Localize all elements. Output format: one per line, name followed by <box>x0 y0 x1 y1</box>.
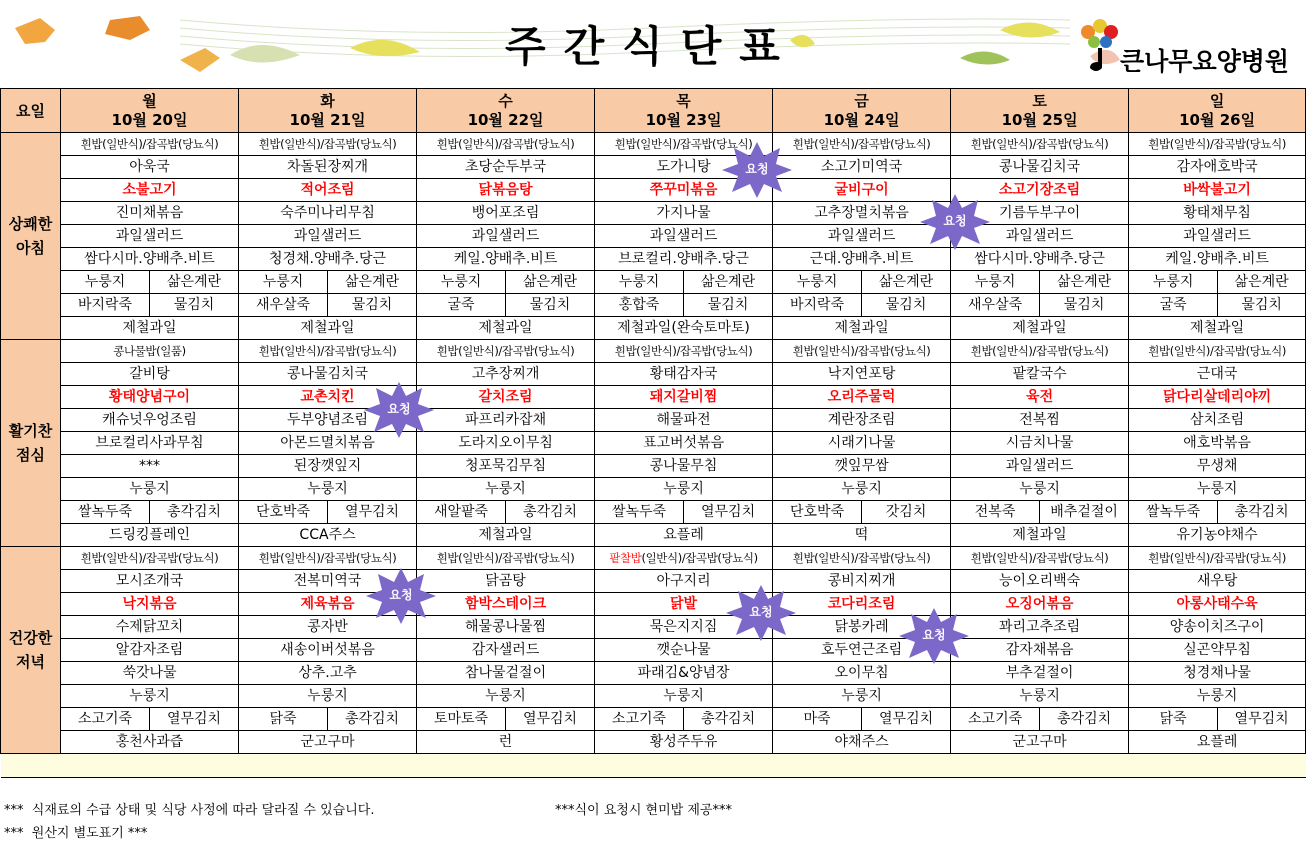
dish-cell: 초당순두부국 <box>417 156 595 179</box>
footer-note-brown-rice: ***식이 요청시 현미밥 제공*** <box>555 803 732 818</box>
dessert-row <box>1 731 1306 754</box>
nurungji-cell: 누룽지 <box>1129 478 1306 501</box>
dish-cell: 오이무침 <box>773 662 951 685</box>
request-badge: 요청 <box>720 140 794 200</box>
dish-cell: 감자애호박국 <box>1129 156 1306 179</box>
porridge-cell: 단호박죽 <box>239 501 328 524</box>
weekly-menu-table <box>0 88 1306 778</box>
dish-cell: 청경채나물 <box>1129 662 1306 685</box>
dish-cell: 바싹불고기 <box>1129 179 1306 202</box>
dessert-cell: 요플레 <box>1129 731 1306 754</box>
dish-cell: 쌈다시마.양배추.당근 <box>951 248 1129 271</box>
dish-cell: 콩나물무침 <box>595 455 773 478</box>
dish-cell: 청포묵김무침 <box>417 455 595 478</box>
day-name: 일 <box>1209 91 1225 110</box>
dish-cell: 황태양념구이 <box>61 386 239 409</box>
day-date: 10월 26일 <box>1179 110 1256 129</box>
kimchi-cell: 물김치 <box>1218 294 1306 317</box>
kimchi-cell: 총각김치 <box>1218 501 1306 524</box>
nurungji-cell: 누룽지 <box>239 271 328 294</box>
nurungji-cell: 누룽지 <box>1129 685 1306 708</box>
nurungji-cell: 누룽지 <box>1129 271 1218 294</box>
dish-cell: 과일샐러드 <box>417 225 595 248</box>
dish-cell: 닭봉카레 <box>773 616 951 639</box>
porridge-row <box>1 501 1306 524</box>
porridge-cell: 새우살죽 <box>951 294 1040 317</box>
dish-row <box>1 639 1306 662</box>
dish-cell: 브로컬리.양배추.당근 <box>595 248 773 271</box>
dish-cell: 닭다리살데리야끼 <box>1129 386 1306 409</box>
rice-cell: 흰밥(일반식)/잡곡밥(당뇨식) <box>773 133 951 156</box>
dish-cell: 도라지오이무침 <box>417 432 595 455</box>
day-header-row <box>1 89 1306 133</box>
dish-cell: 부추겉절이 <box>951 662 1129 685</box>
dish-cell: 감자샐러드 <box>417 639 595 662</box>
dish-cell: 굴비구이 <box>773 179 951 202</box>
meal-label-line1: 활기찬 <box>8 422 53 440</box>
dessert-cell: 홍천사과즙 <box>61 731 239 754</box>
rice-cell: 흰밥(일반식)/잡곡밥(당뇨식) <box>773 340 951 363</box>
footer-note-ingredients: *** 식재료의 수급 상태 및 식당 사정에 따라 달라질 수 있습니다. <box>4 803 375 818</box>
dish-cell: 갈비탕 <box>61 363 239 386</box>
dish-row <box>1 156 1306 179</box>
dish-cell: 케일.양배추.비트 <box>1129 248 1306 271</box>
dish-cell: 오리주물럭 <box>773 386 951 409</box>
day-name: 화 <box>320 91 335 110</box>
dish-cell: 근대.양배추.비트 <box>773 248 951 271</box>
dish-cell: 양송이치즈구이 <box>1129 616 1306 639</box>
dish-cell: 수제닭꼬치 <box>61 616 239 639</box>
dish-cell: 감자채볶음 <box>951 639 1129 662</box>
dish-row <box>1 179 1306 202</box>
dish-cell: 숙주미나리무침 <box>239 202 417 225</box>
dessert-cell: 떡 <box>773 524 951 547</box>
dessert-cell: 제철과일 <box>951 317 1129 340</box>
nurungji-row <box>1 685 1306 708</box>
dish-cell: 교촌치킨 <box>239 386 417 409</box>
dish-cell: 표고버섯볶음 <box>595 432 773 455</box>
dish-cell: 참나물겉절이 <box>417 662 595 685</box>
rice-cell: 흰밥(일반식)/잡곡밥(당뇨식) <box>951 133 1129 156</box>
dish-cell: 묵은지지짐 <box>595 616 773 639</box>
day-date: 10월 21일 <box>289 110 366 129</box>
nurungji-cell: 누룽지 <box>951 685 1129 708</box>
porridge-cell: 소고기죽 <box>951 708 1040 731</box>
egg-cell: 삶은계란 <box>150 271 239 294</box>
dish-cell: 청경채.양배추.당근 <box>239 248 417 271</box>
dessert-cell: 황성주두유 <box>595 731 773 754</box>
dish-cell: 브로컬리사과무침 <box>61 432 239 455</box>
kimchi-cell: 열무김치 <box>150 708 239 731</box>
dish-row <box>1 593 1306 616</box>
dish-cell: 전복미역국 <box>239 570 417 593</box>
dish-cell: 계란장조림 <box>773 409 951 432</box>
dish-cell: 아욱국 <box>61 156 239 179</box>
dessert-cell: 드링킹플레인 <box>61 524 239 547</box>
kimchi-cell: 열무김치 <box>684 501 773 524</box>
rice-cell: 흰밥(일반식)/잡곡밥(당뇨식) <box>239 133 417 156</box>
dish-cell: 적어조림 <box>239 179 417 202</box>
dish-cell: 고추장멸치볶음 <box>773 202 951 225</box>
dish-cell: 과일샐러드 <box>239 225 417 248</box>
dessert-cell: 군고구마 <box>239 731 417 754</box>
porridge-cell: 소고기죽 <box>595 708 684 731</box>
rice-cell: 흰밥(일반식)/잡곡밥(당뇨식) <box>595 340 773 363</box>
egg-cell: 삶은계란 <box>684 271 773 294</box>
kimchi-cell: 배추겉절이 <box>1040 501 1129 524</box>
day-name: 금 <box>854 91 869 110</box>
rice-cell: 흰밥(일반식)/잡곡밥(당뇨식) <box>1129 547 1306 570</box>
dish-cell: 소고기미역국 <box>773 156 951 179</box>
dessert-cell: 제철과일 <box>61 317 239 340</box>
rice-cell: 흰밥(일반식)/잡곡밥(당뇨식) <box>595 133 773 156</box>
dish-row <box>1 432 1306 455</box>
hospital-name: 큰나무요양병원 <box>1120 47 1290 76</box>
dish-row <box>1 409 1306 432</box>
request-badge: 요청 <box>724 583 798 643</box>
kimchi-cell: 물김치 <box>684 294 773 317</box>
dish-cell: 시금치나물 <box>951 432 1129 455</box>
dish-cell: 과일샐러드 <box>951 225 1129 248</box>
dish-cell: 해물콩나물찜 <box>417 616 595 639</box>
dessert-cell: 제철과일 <box>773 317 951 340</box>
nurungji-cell: 누룽지 <box>595 478 773 501</box>
kimchi-cell: 물김치 <box>328 294 417 317</box>
dish-cell: 두부양념조림 <box>239 409 417 432</box>
dish-cell: 호두연근조림 <box>773 639 951 662</box>
dessert-cell: 제철과일 <box>1129 317 1306 340</box>
meal-label <box>1 133 61 340</box>
dish-row <box>1 570 1306 593</box>
porridge-cell: 닭죽 <box>239 708 328 731</box>
dish-cell: 삼치조림 <box>1129 409 1306 432</box>
dish-cell: 파프리카잡채 <box>417 409 595 432</box>
egg-cell: 삶은계란 <box>506 271 595 294</box>
dish-cell: 시래기나물 <box>773 432 951 455</box>
spacer-row <box>1 754 1306 778</box>
kimchi-cell: 물김치 <box>506 294 595 317</box>
nurungji-cell: 누룽지 <box>61 271 150 294</box>
footer-notes <box>0 795 1306 842</box>
dish-cell: 능이오리백숙 <box>951 570 1129 593</box>
dessert-cell: 런 <box>417 731 595 754</box>
porridge-cell: 바지락죽 <box>773 294 862 317</box>
dish-cell: 알감자조림 <box>61 639 239 662</box>
dish-cell: 파래김&양념장 <box>595 662 773 685</box>
rice-row <box>1 340 1306 363</box>
egg-cell: 삶은계란 <box>328 271 417 294</box>
day-header <box>773 89 951 133</box>
day-date: 10월 23일 <box>645 110 722 129</box>
day-date: 10월 20일 <box>111 110 188 129</box>
meal-label-line2: 아침 <box>16 239 45 257</box>
rice-cell: 흰밥(일반식)/잡곡밥(당뇨식) <box>951 547 1129 570</box>
rice-cell: 흰밥(일반식)/잡곡밥(당뇨식) <box>239 340 417 363</box>
kimchi-cell: 총각김치 <box>684 708 773 731</box>
dish-cell: 도가니탕 <box>595 156 773 179</box>
kimchi-cell: 열무김치 <box>328 501 417 524</box>
dish-cell: 과일샐러드 <box>773 225 951 248</box>
meal-label-line2: 저녁 <box>16 653 45 671</box>
rice-cell <box>595 547 773 570</box>
dish-cell: 기름두부구이 <box>951 202 1129 225</box>
porridge-cell: 닭죽 <box>1129 708 1218 731</box>
yoil-label: 요일 <box>1 89 61 133</box>
porridge-row <box>1 294 1306 317</box>
dish-cell: 낙지볶음 <box>61 593 239 616</box>
egg-cell: 삶은계란 <box>1040 271 1129 294</box>
dish-cell: 콩나물김치국 <box>239 363 417 386</box>
dish-cell: 과일샐러드 <box>951 455 1129 478</box>
porridge-row <box>1 708 1306 731</box>
kimchi-cell: 물김치 <box>1040 294 1129 317</box>
kimchi-cell: 물김치 <box>862 294 951 317</box>
dish-cell: 함박스테이크 <box>417 593 595 616</box>
nurungji-cell: 누룽지 <box>773 271 862 294</box>
day-name: 월 <box>142 91 157 110</box>
header <box>0 0 1306 88</box>
dish-cell: 새우탕 <box>1129 570 1306 593</box>
rice-cell: 흰밥(일반식)/잡곡밥(당뇨식) <box>417 547 595 570</box>
dish-cell: 코다리조림 <box>773 593 951 616</box>
dish-row <box>1 455 1306 478</box>
dessert-cell: 제철과일 <box>417 317 595 340</box>
porridge-cell: 단호박죽 <box>773 501 862 524</box>
nurungji-cell: 누룽지 <box>773 685 951 708</box>
rice-cell: 흰밥(일반식)/잡곡밥(당뇨식) <box>773 547 951 570</box>
kimchi-cell: 열무김치 <box>506 708 595 731</box>
dessert-cell: 제철과일 <box>239 317 417 340</box>
rice-cell: 흰밥(일반식)/잡곡밥(당뇨식) <box>61 547 239 570</box>
porridge-cell: 마죽 <box>773 708 862 731</box>
dish-cell: 팥칼국수 <box>951 363 1129 386</box>
dessert-cell: 요플레 <box>595 524 773 547</box>
dish-cell: 소고기장조림 <box>951 179 1129 202</box>
dish-cell: 닭곰탕 <box>417 570 595 593</box>
dish-row <box>1 386 1306 409</box>
kimchi-cell: 열무김치 <box>1218 708 1306 731</box>
nurungji-cell: 누룽지 <box>773 478 951 501</box>
dessert-cell: 유기농야채수 <box>1129 524 1306 547</box>
meal-label-line1: 상쾌한 <box>8 215 53 233</box>
dish-cell: 제육볶음 <box>239 593 417 616</box>
day-name: 수 <box>498 91 513 110</box>
day-header <box>951 89 1129 133</box>
day-header <box>239 89 417 133</box>
rice-row <box>1 547 1306 570</box>
dessert-cell: 제철과일(완숙토마토) <box>595 317 773 340</box>
dessert-cell: CCA주스 <box>239 524 417 547</box>
dish-cell: 아롱사태수육 <box>1129 593 1306 616</box>
rice-highlight: 팥찰밥 <box>609 551 642 565</box>
kimchi-cell: 갓김치 <box>862 501 951 524</box>
dish-cell: 깻잎무쌈 <box>773 455 951 478</box>
spacer-cell <box>1 754 1306 778</box>
nurungji-cell: 누룽지 <box>951 271 1040 294</box>
porridge-cell: 쌀녹두죽 <box>595 501 684 524</box>
rice-cell: 흰밥(일반식)/잡곡밥(당뇨식) <box>417 340 595 363</box>
porridge-cell: 굴죽 <box>417 294 506 317</box>
dish-cell: 모시조개국 <box>61 570 239 593</box>
dish-cell: 된장깻잎지 <box>239 455 417 478</box>
dish-cell: 황태채무침 <box>1129 202 1306 225</box>
porridge-cell: 쌀녹두죽 <box>61 501 150 524</box>
kimchi-cell: 총각김치 <box>150 501 239 524</box>
kimchi-cell: 총각김치 <box>328 708 417 731</box>
dish-cell: 케일.양배추.비트 <box>417 248 595 271</box>
dish-cell: 뱅어포조림 <box>417 202 595 225</box>
dish-cell: 과일샐러드 <box>1129 225 1306 248</box>
dish-cell: 쑥갓나물 <box>61 662 239 685</box>
meal-label <box>1 340 61 547</box>
dish-cell: 고추장찌개 <box>417 363 595 386</box>
day-header <box>417 89 595 133</box>
dessert-row <box>1 524 1306 547</box>
dish-cell: 황태감자국 <box>595 363 773 386</box>
porridge-cell: 쌀녹두죽 <box>1129 501 1218 524</box>
dish-row <box>1 225 1306 248</box>
dish-cell: 갈치조림 <box>417 386 595 409</box>
dish-cell: 쭈꾸미볶음 <box>595 179 773 202</box>
dish-cell: 소불고기 <box>61 179 239 202</box>
dish-cell: 과일샐러드 <box>595 225 773 248</box>
dish-cell: 가지나물 <box>595 202 773 225</box>
porridge-cell: 바지락죽 <box>61 294 150 317</box>
day-date: 10월 25일 <box>1001 110 1078 129</box>
dessert-cell: 군고구마 <box>951 731 1129 754</box>
dish-cell: 상추.고추 <box>239 662 417 685</box>
meal-label-line2: 점심 <box>16 446 45 464</box>
day-name: 토 <box>1032 91 1047 110</box>
rice-cell: 흰밥(일반식)/잡곡밥(당뇨식) <box>1129 133 1306 156</box>
nurungji-cell: 누룽지 <box>417 478 595 501</box>
meal-label <box>1 547 61 754</box>
nurungji-cell: 누룽지 <box>61 685 239 708</box>
dish-cell: 쌈다시마.양배추.비트 <box>61 248 239 271</box>
porridge-cell: 소고기죽 <box>61 708 150 731</box>
nurungji-row <box>1 271 1306 294</box>
dish-cell: 실곤약무침 <box>1129 639 1306 662</box>
porridge-cell: 새알팥죽 <box>417 501 506 524</box>
egg-cell: 삶은계란 <box>1218 271 1306 294</box>
request-badge: 요청 <box>918 192 992 252</box>
dish-cell: 차돌된장찌개 <box>239 156 417 179</box>
request-badge: 요청 <box>897 606 971 666</box>
rice-cell: 흰밥(일반식)/잡곡밥(당뇨식) <box>239 547 417 570</box>
porridge-cell: 홍합죽 <box>595 294 684 317</box>
kimchi-cell: 총각김치 <box>1040 708 1129 731</box>
tree-logo-icon <box>1078 18 1120 78</box>
dish-cell: 캐슈넛우엉조림 <box>61 409 239 432</box>
rice-rest: (일반식)/잡곡밥(당뇨식) <box>641 551 758 565</box>
rice-row <box>1 133 1306 156</box>
dish-cell: 닭볶음탕 <box>417 179 595 202</box>
porridge-cell: 새우살죽 <box>239 294 328 317</box>
dish-cell: 돼지갈비찜 <box>595 386 773 409</box>
dish-row <box>1 662 1306 685</box>
footer-note-origin: *** 원산지 별도표기 *** <box>4 826 148 841</box>
dish-row <box>1 202 1306 225</box>
dessert-cell: 제철과일 <box>417 524 595 547</box>
nurungji-cell: 누룽지 <box>595 271 684 294</box>
meal-label-line1: 건강한 <box>8 629 53 647</box>
dish-row <box>1 363 1306 386</box>
kimchi-cell: 열무김치 <box>862 708 951 731</box>
porridge-cell: 굴죽 <box>1129 294 1218 317</box>
rice-cell: 흰밥(일반식)/잡곡밥(당뇨식) <box>417 133 595 156</box>
dish-cell: 해물파전 <box>595 409 773 432</box>
dish-cell: 콩나물김치국 <box>951 156 1129 179</box>
nurungji-cell: 누룽지 <box>417 685 595 708</box>
nurungji-cell: 누룽지 <box>951 478 1129 501</box>
dish-cell: 오징어볶음 <box>951 593 1129 616</box>
rice-cell: 흰밥(일반식)/잡곡밥(당뇨식) <box>951 340 1129 363</box>
dish-cell: 꽈리고추조림 <box>951 616 1129 639</box>
dish-row <box>1 616 1306 639</box>
page-title: 주간식단표 <box>505 22 798 71</box>
dessert-cell: 야채주스 <box>773 731 951 754</box>
request-badge: 요청 <box>364 566 438 626</box>
nurungji-cell: 누룽지 <box>61 478 239 501</box>
nurungji-cell: 누룽지 <box>239 685 417 708</box>
rice-cell: 콩나물밥(일품) <box>61 340 239 363</box>
egg-cell: 삶은계란 <box>862 271 951 294</box>
kimchi-cell: 총각김치 <box>506 501 595 524</box>
nurungji-cell: 누룽지 <box>595 685 773 708</box>
day-header <box>1129 89 1306 133</box>
dish-row <box>1 248 1306 271</box>
porridge-cell: 토마토죽 <box>417 708 506 731</box>
dish-cell: 새송이버섯볶음 <box>239 639 417 662</box>
day-name: 목 <box>676 91 691 110</box>
day-header <box>595 89 773 133</box>
dish-cell: *** <box>61 455 239 478</box>
dish-cell: 콩자반 <box>239 616 417 639</box>
dish-cell: 애호박볶음 <box>1129 432 1306 455</box>
dish-cell: 전복찜 <box>951 409 1129 432</box>
dish-cell: 무생채 <box>1129 455 1306 478</box>
dish-cell: 진미채볶음 <box>61 202 239 225</box>
dish-cell: 육전 <box>951 386 1129 409</box>
dish-cell: 근대국 <box>1129 363 1306 386</box>
day-date: 10월 24일 <box>823 110 900 129</box>
dish-cell: 아구지리 <box>595 570 773 593</box>
kimchi-cell: 물김치 <box>150 294 239 317</box>
nurungji-cell: 누룽지 <box>239 478 417 501</box>
dish-cell: 낙지연포탕 <box>773 363 951 386</box>
dish-cell: 과일샐러드 <box>61 225 239 248</box>
dish-cell: 아몬드멸치볶음 <box>239 432 417 455</box>
nurungji-cell: 누룽지 <box>417 271 506 294</box>
rice-cell: 흰밥(일반식)/잡곡밥(당뇨식) <box>1129 340 1306 363</box>
dish-cell: 콩비지찌개 <box>773 570 951 593</box>
day-header <box>61 89 239 133</box>
dish-cell: 닭발 <box>595 593 773 616</box>
rice-cell: 흰밥(일반식)/잡곡밥(당뇨식) <box>61 133 239 156</box>
dessert-row <box>1 317 1306 340</box>
day-date: 10월 22일 <box>467 110 544 129</box>
dish-cell: 깻순나물 <box>595 639 773 662</box>
nurungji-row <box>1 478 1306 501</box>
porridge-cell: 전복죽 <box>951 501 1040 524</box>
request-badge: 요청 <box>362 380 436 440</box>
dessert-cell: 제철과일 <box>951 524 1129 547</box>
